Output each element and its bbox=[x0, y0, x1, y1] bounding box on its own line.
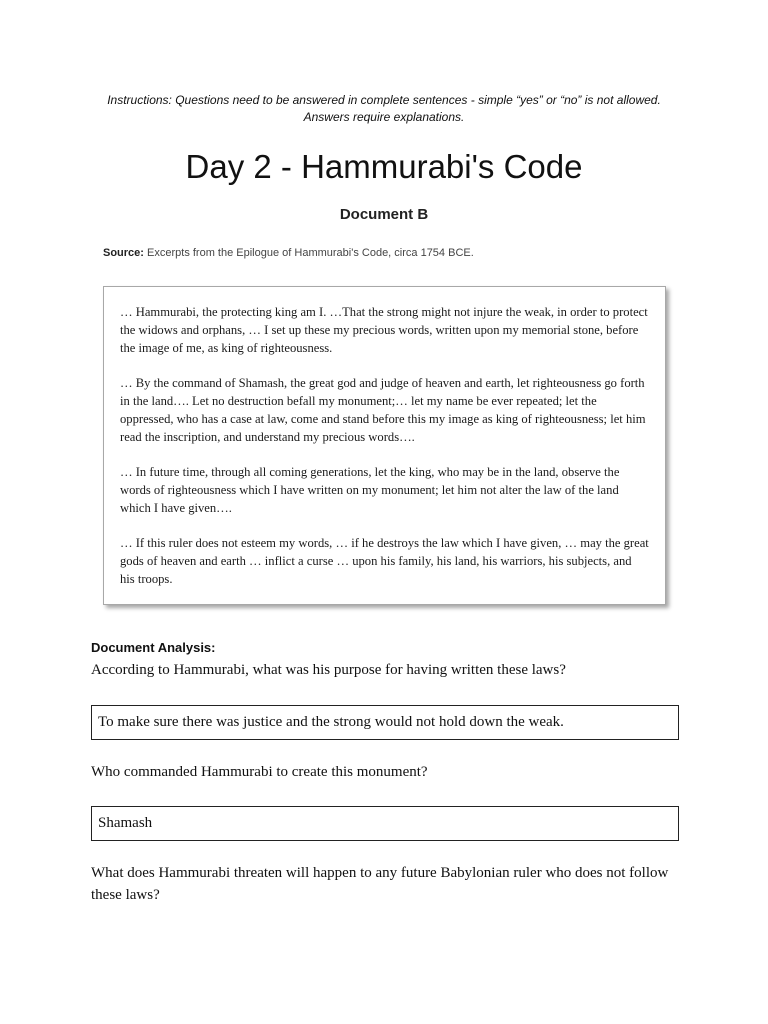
question-2: Who commanded Hammurabi to create this monument? bbox=[91, 764, 428, 780]
excerpt-paragraph: … In future time, through all coming generations, let the king, who may be in the land, observe the words of righteousness which I have written on my monument; let him not alter the law of the land which I have given…. bbox=[120, 465, 620, 515]
instructions bbox=[60, 92, 708, 126]
excerpt-paragraph: … By the command of Shamash, the great god and judge of heaven and earth, let righteousness go forth in the land…. Let no destruction befall my monument;… let my name be ever repeated; let the oppressed, who has a case at law, come and stand before this my image as king of righteousness; let him read the inscription, and understand my precious words…. bbox=[120, 376, 646, 444]
document-excerpt-box bbox=[103, 286, 666, 605]
question-1: According to Hammurabi, what was his purpose for having written these laws? bbox=[91, 662, 566, 678]
source-label: Source: bbox=[103, 247, 144, 259]
question-3: What does Hammurabi threaten will happen to any future Babylonian ruler who does not follow these laws? bbox=[91, 865, 669, 903]
page-title: Day 2 - Hammurabi's Code bbox=[185, 148, 583, 185]
answer-field-2[interactable]: Shamash bbox=[91, 806, 679, 841]
instructions-line-2: Answers require explanations. bbox=[303, 110, 465, 124]
instructions-line-1: Instructions: Questions need to be answered in complete sentences - simple “yes” or “no” is not allowed. bbox=[107, 93, 661, 107]
document-subtitle: Document B bbox=[339, 206, 429, 223]
source-line bbox=[103, 247, 474, 259]
analysis-heading: Document Analysis: bbox=[91, 640, 216, 655]
excerpt-paragraph: … If this ruler does not esteem my words, … if he destroys the law which I have given, … may the great gods of heaven and earth … inflict a curse … upon his family, his land, his warriors, his subjects, and his troops. bbox=[120, 536, 649, 586]
answer-field-1[interactable]: To make sure there was justice and the strong would not hold down the weak. bbox=[91, 705, 679, 740]
source-text: Excerpts from the Epilogue of Hammurabi's Code, circa 1754 BCE. bbox=[147, 247, 474, 259]
excerpt-paragraph: … Hammurabi, the protecting king am I. …That the strong might not injure the weak, in order to protect the widows and orphans, … I set up these my precious words, written upon my memorial stone, before the image of me, as king of righteousness. bbox=[120, 305, 648, 355]
